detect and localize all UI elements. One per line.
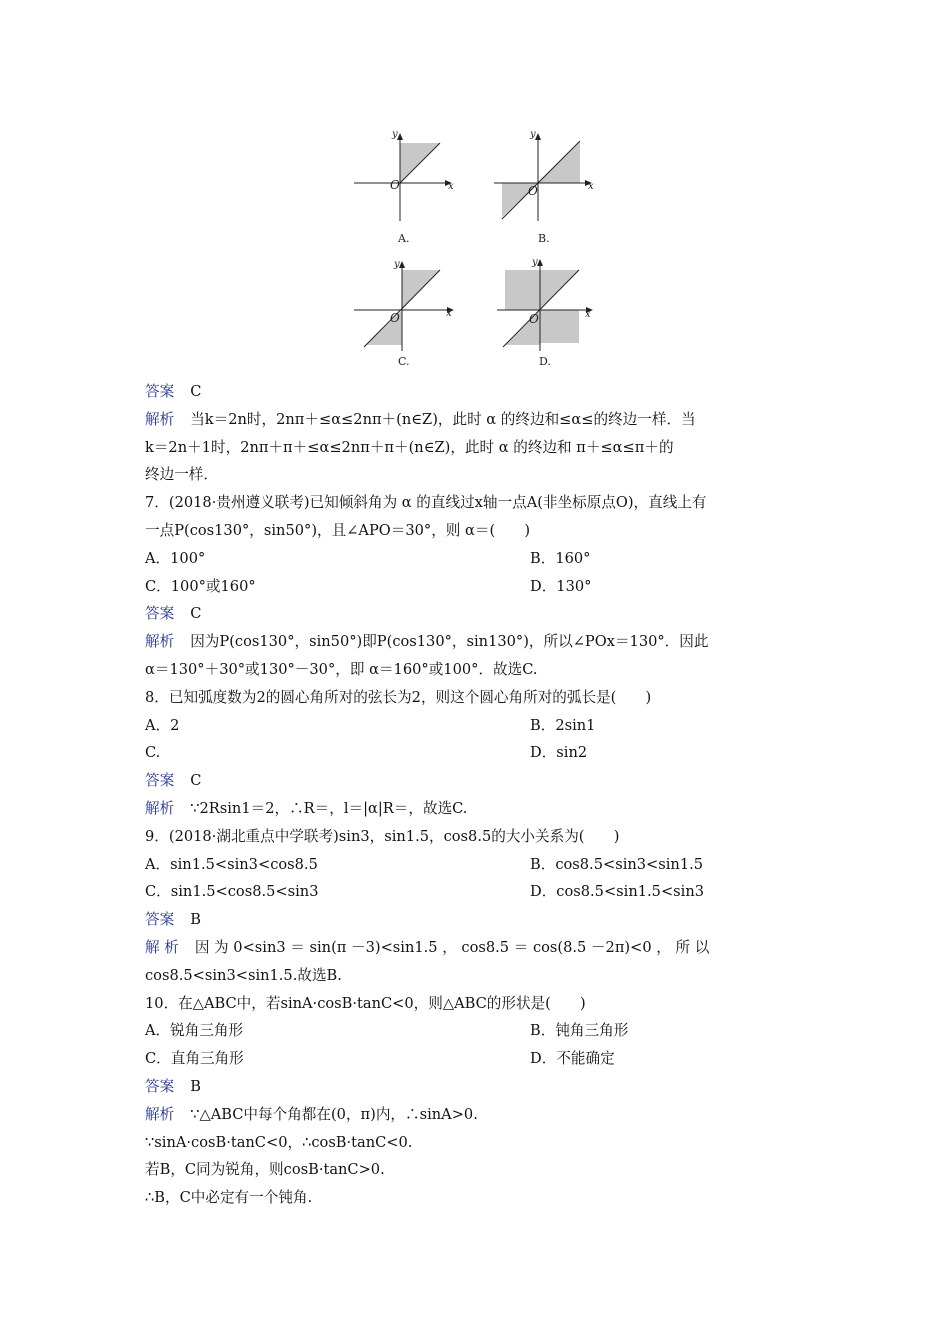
text-line xyxy=(145,1184,810,1212)
option-row xyxy=(145,851,810,879)
answer-text: C xyxy=(190,772,202,790)
option-right: D．sin2 xyxy=(530,744,588,762)
text-line xyxy=(145,461,810,489)
analysis-line xyxy=(145,795,810,823)
plain-text: 10．在△ABC中，若sinA·cosB·tanC<0，则△ABC的形状是( ) xyxy=(145,994,586,1012)
analysis-text: ∵△ABC中每个角都在(0，π)内，∴sinA>0. xyxy=(190,1105,478,1123)
analysis-line xyxy=(145,934,810,962)
text-line xyxy=(145,990,810,1018)
option-row xyxy=(145,878,810,906)
text-line xyxy=(145,684,810,712)
answer-text: C xyxy=(190,605,202,623)
analysis-text: 当k＝2n时，2nπ＋≤α≤2nπ＋(n∈Z)，此时 α 的终边和≤α≤的终边一样．当 xyxy=(190,410,696,428)
answer-line xyxy=(145,767,810,795)
figure-d xyxy=(495,255,605,380)
y-axis-arrow-icon xyxy=(535,133,541,140)
solution-text xyxy=(145,378,810,1212)
analysis-label: 解 析 xyxy=(145,938,179,956)
plain-text: k＝2n＋1时，2nπ＋π＋≤α≤2nπ＋π＋(n∈Z)，此时 α 的终边和 π＋≤α≤π＋的 xyxy=(145,438,674,456)
plain-text: 若B，C同为锐角，则cosB·tanC>0. xyxy=(145,1161,385,1179)
answer-line xyxy=(145,378,810,406)
answer-line xyxy=(145,906,810,934)
option-left: A．100° xyxy=(145,549,206,567)
figure-caption: A. xyxy=(398,232,410,245)
answer-text: B xyxy=(190,1077,201,1095)
y-axis-arrow-icon xyxy=(399,261,405,268)
figure-caption: C. xyxy=(398,355,410,368)
answer-text: B xyxy=(190,911,201,929)
answer-label: 答案 xyxy=(145,772,175,790)
option-row xyxy=(145,1045,810,1073)
option-row xyxy=(145,1017,810,1045)
origin-label: O xyxy=(390,311,400,325)
answer-label: 答案 xyxy=(145,1077,175,1095)
x-axis-label: x xyxy=(585,309,591,320)
option-right: D．cos8.5<sin1.5<sin3 xyxy=(530,883,705,901)
x-axis-label: x xyxy=(588,181,594,192)
option-row xyxy=(145,573,810,601)
text-line xyxy=(145,1156,810,1184)
option-right: D．不能确定 xyxy=(530,1050,615,1068)
plain-text: 终边一样． xyxy=(145,466,218,484)
figure-a-graph xyxy=(350,125,460,225)
origin-label: O xyxy=(529,312,539,326)
y-axis-label: y xyxy=(392,129,398,140)
analysis-line xyxy=(145,1101,810,1129)
y-axis-label: y xyxy=(394,259,400,270)
option-row xyxy=(145,712,810,740)
option-right: D．130° xyxy=(530,577,592,595)
text-line xyxy=(145,489,810,517)
analysis-text: ∵2Rsin1＝2，∴R＝，l＝|α|R＝，故选C. xyxy=(190,799,468,817)
option-right: B．160° xyxy=(530,549,591,567)
answer-label: 答案 xyxy=(145,911,175,929)
x-axis-label: x xyxy=(448,181,454,192)
analysis-label: 解析 xyxy=(145,633,175,651)
option-row xyxy=(145,545,810,573)
option-row xyxy=(145,739,810,767)
answer-label: 答案 xyxy=(145,383,175,400)
plain-text: α＝130°＋30°或130°－30°，即 α＝160°或100°．故选C. xyxy=(145,660,538,678)
plain-text: 一点P(cos130°，sin50°)，且∠APO＝30°，则 α＝( ) xyxy=(145,521,531,539)
analysis-label: 解析 xyxy=(145,410,175,428)
plain-text: cos8.5<sin3<sin1.5.故选B. xyxy=(145,966,342,984)
figure-c-graph xyxy=(350,255,460,355)
x-axis-label: x xyxy=(446,308,452,319)
plain-text: 7．(2018·贵州遵义联考)已知倾斜角为 α 的直线过x轴一点A(非坐标原点O)，直线上有 xyxy=(145,494,707,512)
figure-a xyxy=(350,125,460,250)
analysis-line xyxy=(145,628,810,656)
figure-c xyxy=(350,255,460,380)
y-axis-label: y xyxy=(532,257,538,268)
text-line xyxy=(145,517,810,545)
option-left: A．sin1.5<sin3<cos8.5 xyxy=(145,855,318,873)
text-line xyxy=(145,962,810,990)
answer-line xyxy=(145,600,810,628)
option-left: C．100°或160° xyxy=(145,577,256,595)
plain-text: ∵sinA·cosB·tanC<0，∴cosB·tanC<0. xyxy=(145,1133,413,1151)
option-left: C．sin1.5<cos8.5<sin3 xyxy=(145,883,319,901)
figure-caption: B. xyxy=(538,232,550,245)
analysis-label: 解析 xyxy=(145,1105,175,1123)
analysis-label: 解析 xyxy=(145,799,175,817)
option-right: B．钝角三角形 xyxy=(530,1022,629,1040)
figure-b-graph xyxy=(490,125,600,225)
text-line xyxy=(145,434,810,462)
plain-text: 8．已知弧度数为2的圆心角所对的弦长为2，则这个圆心角所对的弧长是( ) xyxy=(145,688,652,706)
y-axis-arrow-icon xyxy=(397,133,403,140)
text-line xyxy=(145,1129,810,1157)
option-left: A．锐角三角形 xyxy=(145,1022,244,1040)
answer-text: C xyxy=(190,383,202,400)
answer-line xyxy=(145,1073,810,1101)
text-line xyxy=(145,823,810,851)
option-left: C. xyxy=(145,744,161,762)
plain-text: ∴B，C中必定有一个钝角. xyxy=(145,1189,313,1207)
figure-b xyxy=(490,125,600,250)
option-left: A．2 xyxy=(145,716,180,734)
analysis-text: 因为P(cos130°，sin50°)即P(cos130°，sin130°)，所以∠POx＝130°．因此 xyxy=(190,633,709,651)
analysis-text: 因 为 0<sin3 ＝ sin(π －3)<sin1.5 ， cos8.5 ＝ cos(8.5 －2π)<0 ， 所 以 xyxy=(194,938,710,956)
origin-label: O xyxy=(390,178,400,192)
y-axis-label: y xyxy=(530,129,536,140)
figure-caption: D. xyxy=(539,355,551,368)
answer-label: 答案 xyxy=(145,605,175,623)
origin-label: O xyxy=(528,184,538,198)
analysis-line xyxy=(145,406,810,434)
option-right: B．2sin1 xyxy=(530,716,596,734)
text-line xyxy=(145,656,810,684)
y-axis-arrow-icon xyxy=(537,259,543,266)
figure-d-graph xyxy=(495,255,605,355)
option-left: C．直角三角形 xyxy=(145,1050,244,1068)
option-right: B．cos8.5<sin3<sin1.5 xyxy=(530,855,704,873)
plain-text: 9．(2018·湖北重点中学联考)sin3，sin1.5，cos8.5的大小关系为( ) xyxy=(145,827,620,845)
